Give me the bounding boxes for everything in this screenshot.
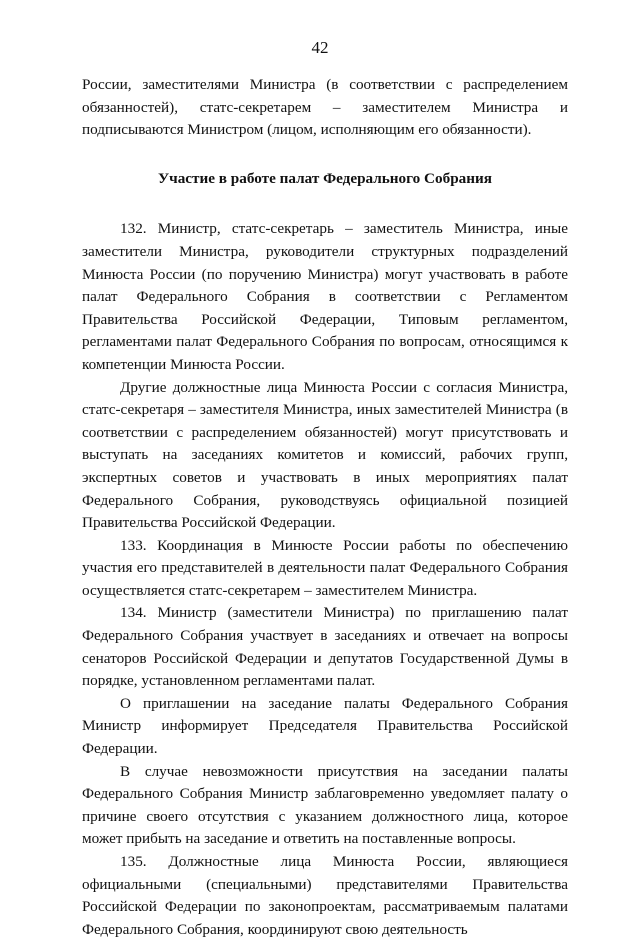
paragraph-invitation: О приглашении на заседание палаты Федерального Собрания Министр информирует Председателя Правительства Российской Федерации. bbox=[82, 694, 568, 758]
paragraph-134: 134. Министр (заместители Министра) по приглашению палат Федерального Собрания участвует в заседаниях и отвечает на вопросы сенаторов Российской Федерации и депутатов Государственной Думы в порядке, установленном регламентами палат. bbox=[82, 604, 568, 690]
paragraph-other-officials: Другие должностные лица Минюста России с согласия Министра, статс-секретаря – заместителя Министра, иных заместителей Министра (в соответствии с распределением обязанностей) могут присутствовать и выступать на заседаниях комитетов и комиссий, рабочих групп, экспертных советов и участвовать в иных мероприятиях палат Федерального Собрания, руководствуясь официальной позицией Правительства Российской Федерации. bbox=[82, 378, 568, 532]
paragraph-continuation: России, заместителями Министра (в соответствии с распределением обязанностей), статс-секретарем – заместителем Министра и подписываются Министром (лицом, исполняющим его обязанности). bbox=[82, 76, 568, 139]
section-heading: Участие в работе палат Федерального Собрания bbox=[158, 169, 492, 187]
paragraph-133: 133. Координация в Минюсте России работы по обеспечению участия его представителей в деятельности палат Федерального Собрания осуществляется статс-секретарем – заместителем Министра. bbox=[82, 536, 568, 599]
paragraph-132: 132. Министр, статс-секретарь – заместитель Министра, иные заместители Министра, руководители структурных подразделений Минюста России (по поручению Министра) могут участвовать в работе палат Федерального Собрания в соответствии с Регламентом Правительства Российской Федерации, Типовым регламентом, регламентами палат Федерального Собрания по вопросам, относящимся к компетенции Минюста России. bbox=[82, 220, 568, 373]
paragraph-absence: В случае невозможности присутствия на заседании палаты Федерального Собрания Министр заблаговременно уведомляет палату о причине своего отсутствия с указанием должностного лица, которое может прибыть на заседание и ответить на поставленные вопросы. bbox=[82, 762, 568, 848]
document-body bbox=[82, 74, 568, 941]
paragraph-135: 135. Должностные лица Минюста России, являющиеся официальными (специальными) представителями Правительства Российской Федерации по законопроектам, рассматриваемым палатами Федерального Собрания, координируют свою деятельность bbox=[82, 853, 568, 938]
page-number: 42 bbox=[311, 38, 329, 57]
